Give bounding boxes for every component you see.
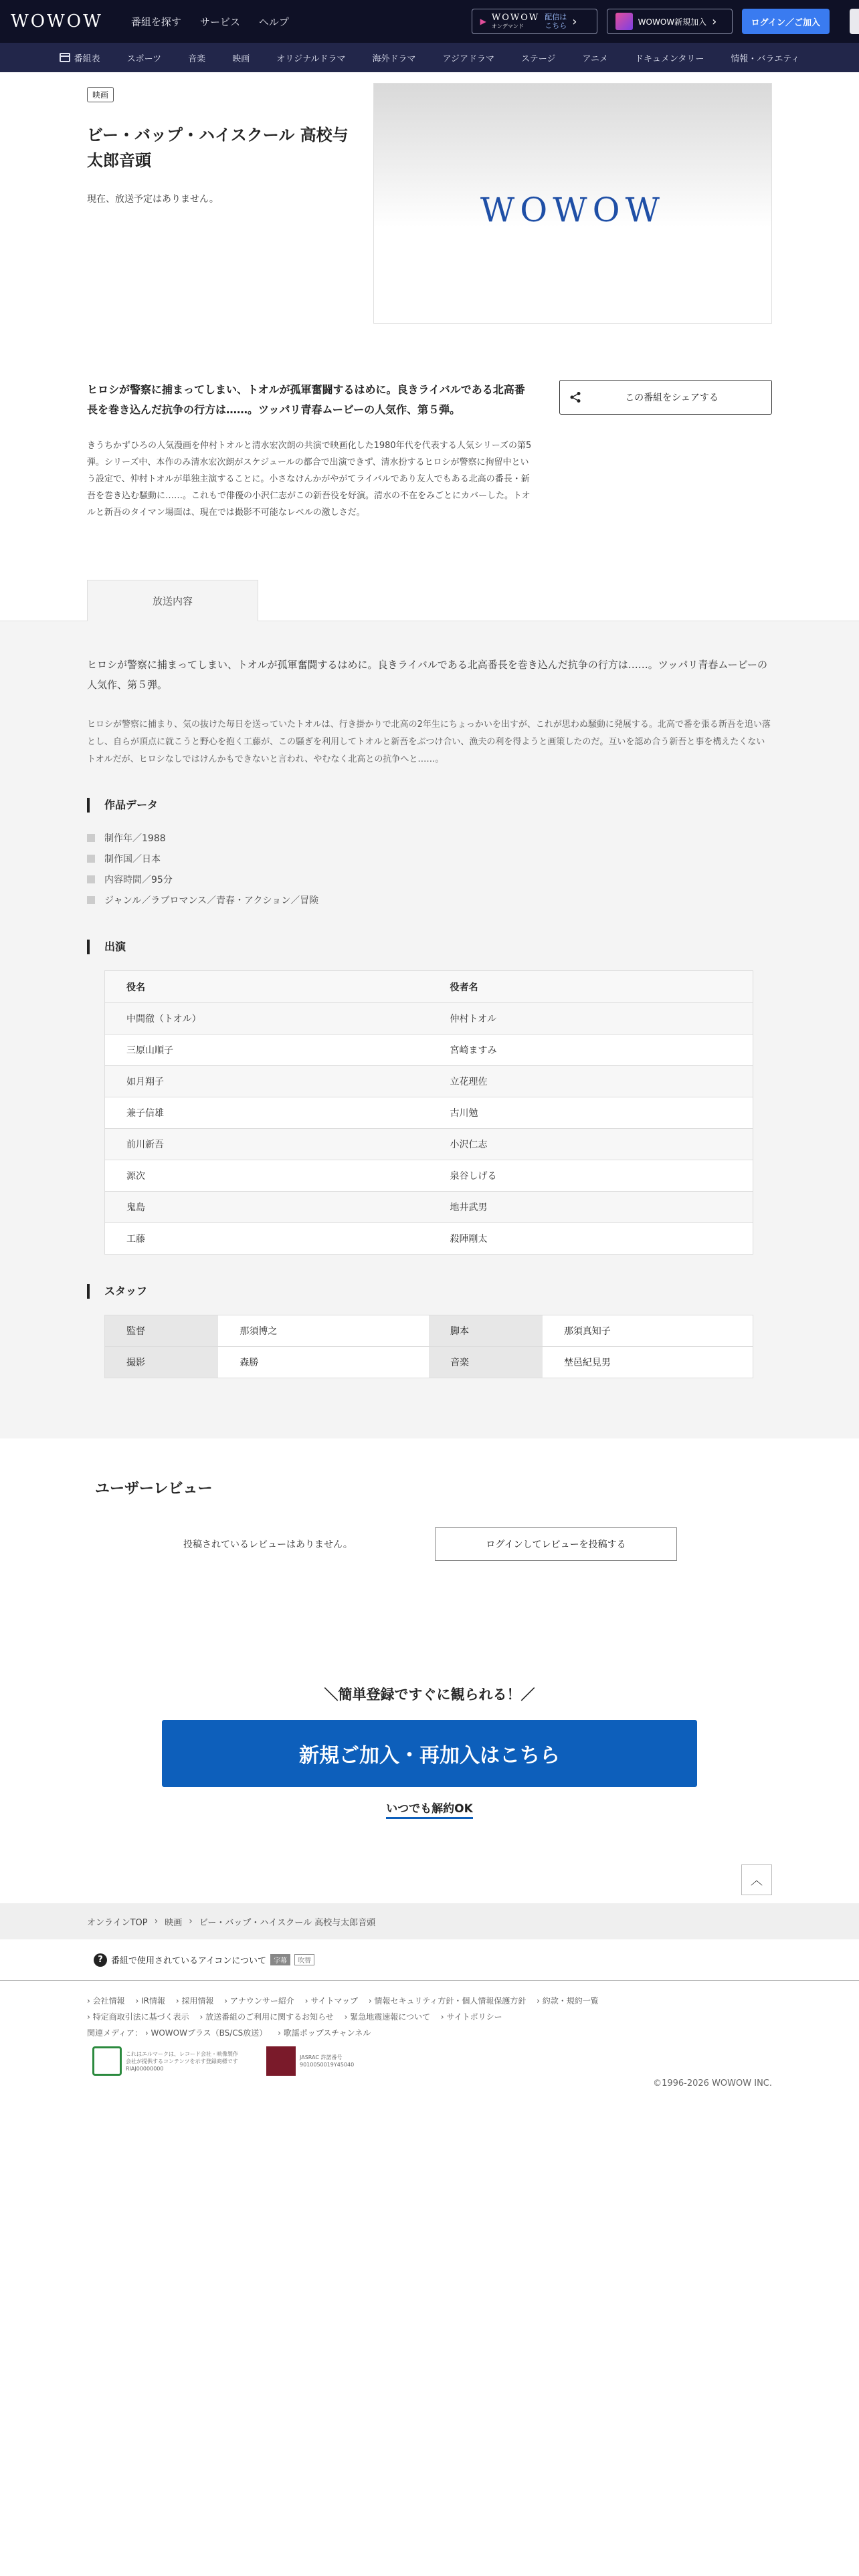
table-row [105,1160,753,1192]
cancel-anytime-link[interactable]: いつでも解約OK [386,1799,473,1819]
jasrac-icon [266,2046,296,2076]
site-header [0,0,859,43]
table-row [105,1315,753,1347]
l-mark-icon [92,2046,122,2076]
share-button[interactable] [559,380,772,415]
table-row [105,1129,753,1160]
staff-role: 撮影 [105,1347,219,1378]
nav-service[interactable]: サービス [199,15,240,28]
subscribe-button[interactable] [607,9,733,34]
cast-actor: 宮崎ますみ [429,1035,753,1066]
chevron-right-icon: › [712,14,717,29]
cast-role: 源次 [105,1160,429,1192]
genre-tab-original-drama[interactable]: オリジナルドラマ [276,53,346,64]
l-mark [92,2046,240,2076]
broadcast-content-panel [0,621,859,1438]
footer-link[interactable]: › IR情報 [135,1996,165,2006]
signup-cta [0,1684,859,1819]
nav-help[interactable]: ヘルプ [258,15,289,28]
review-empty-text: 投稿されているレビューはありません。 [183,1539,353,1550]
staff-name: 那須博之 [218,1315,429,1347]
subscribe-icon [615,13,633,30]
work-data-heading: 作品データ [87,798,772,813]
footer-link[interactable]: › 会社情報 [87,1996,125,2006]
chevron-right-icon: › [189,1916,193,1927]
staff-role: 脚本 [429,1315,543,1347]
footer-link[interactable]: › 特定商取引法に基づく表示 [87,2012,189,2022]
staff-table [104,1315,753,1378]
genre-label: 番組表 [74,53,100,64]
chevron-right-icon: › [572,14,577,29]
synopsis-lead: ヒロシが警察に捕まってしまい、トオルが孤軍奮闘するはめに。良きライバルである北高番長を巻き込んだ抗争の行方は……。ツッパリ青春ムービーの人気作、第５弾。 [87,659,768,691]
footer-links [0,1981,859,2041]
calendar-icon [60,53,70,62]
cast-actor: 泉谷しげる [429,1160,753,1192]
subtitle-tag: 字幕 [270,1954,290,1965]
table-row [105,1003,753,1035]
staff-role: 音楽 [429,1347,543,1378]
icon-guide-text: 番組で使用されているアイコンについて [111,1956,267,1966]
l-mark-text: これはエルマークは、レコード会社・映像製作会社が提供するコンテンツを示す登録商標です RIAJ00000000 [126,2050,238,2072]
subscribe-label: WOWOW新規加入 [638,17,707,27]
breadcrumb-top[interactable]: オンラインTOP [87,1917,148,1928]
share-icon [569,391,581,403]
footer-link[interactable]: › WOWOWプラス（BS/CS放送） [145,2028,267,2038]
chevron-up-icon: ︿ [751,1874,763,1888]
footer-logos [92,2046,859,2076]
share-label: この番組をシェアする [625,393,719,403]
cast-actor: 地井武男 [429,1192,753,1223]
ondemand-sub: オンデマンド [491,23,524,29]
jasrac-text: JASRAC 許諾番号 9010050019Y45040 [300,2054,355,2068]
genre-badge: 映画 [87,87,114,102]
genre-tab-asia-drama[interactable]: アジアドラマ [442,53,495,64]
cast-actor: 古川勉 [429,1097,753,1129]
footer-link[interactable]: › 歌謡ポップスチャンネル [278,2028,371,2038]
cast-role: 鬼島 [105,1192,429,1223]
lead-title: ヒロシが警察に捕まってしまい、トオルが孤軍奮闘するはめに。良きライバルである北高番長を巻き込んだ抗争の行方は……。ツッパリ青春ムービーの人気作、第５弾。 [87,383,525,416]
list-item: 制作国／日本 [87,848,772,869]
header-nav [131,15,289,29]
back-to-top-button[interactable] [741,1864,772,1895]
cast-heading: 出演 [87,940,772,954]
review-title: ユーザーレビュー [95,1481,213,1497]
footer-link[interactable]: › 放送番組のご利用に関するお知らせ [199,2012,333,2022]
cast-role: 前川新吾 [105,1129,429,1160]
ondemand-brand: WOWOW [491,13,540,23]
content-tabs [0,578,859,621]
chevron-right-icon: › [154,1916,159,1927]
cast-table [104,970,753,1255]
wowow-logo[interactable]: WOWOW [11,11,103,31]
footer-link[interactable]: › アナウンサー紹介 [224,1996,294,2006]
breadcrumb [0,1903,859,1939]
dub-tag: 吹替 [294,1954,314,1965]
footer-link[interactable]: › サイトマップ [305,1996,358,2006]
schedule-note: 現在、放送予定はありません。 [87,194,219,205]
program-thumbnail [373,83,772,324]
staff-name: 那須真知子 [543,1315,753,1347]
cast-actor: 小沢仁志 [429,1129,753,1160]
work-data-list [87,827,772,910]
cast-col-role: 役名 [105,971,429,1003]
table-row [105,1097,753,1129]
table-row [105,1347,753,1378]
genre-tab-music[interactable]: 音楽 [188,53,206,64]
play-icon: ▶ [480,17,486,26]
genre-tab-variety[interactable]: 情報・バラエティ [731,53,800,64]
staff-role: 監督 [105,1315,219,1347]
genre-tab-stage[interactable]: ステージ [521,53,556,64]
table-row [105,1066,753,1097]
footer-link[interactable]: › 情報セキュリティ方針・個人情報保護方針 [369,1996,526,2006]
page-title: ビー・バップ・ハイスクール 高校与太郎音頭 [87,126,349,170]
staff-heading: スタッフ [87,1284,772,1299]
cast-role: 中間徹（トオル） [105,1003,429,1035]
cast-role: 兼子信雄 [105,1097,429,1129]
icon-guide-link[interactable] [0,1939,859,1981]
cast-actor: 殺陣剛太 [429,1223,753,1255]
list-item: 内容時間／95分 [87,869,772,889]
review-section [0,1438,859,1561]
footer-link[interactable]: › 採用情報 [176,1996,214,2006]
table-row [105,1223,753,1255]
breadcrumb-current: ビー・バップ・ハイスクール 高校与太郎音頭 [199,1917,376,1928]
synopsis-body: ヒロシが警察に捕まり、気の抜けた毎日を送っていたトオルは、行き掛かりで北高の2年生にちょっかいを出すが、これが思わぬ騒動に発展する。北高で番を張る新吾を追い落とし、自らが頂点に就こうと野心を抱く工藤が、この騒ぎを利用してトオルと新吾をぶつけ合い、漁夫の利を得ようと画策したのだ。互いを認め合う新吾と事を構えたくないトオルだが、ヒロシなしではけんかもできないと言われ、やむなく北高との抗争へと……。 [87,720,771,764]
login-button[interactable]: ログイン／ご加入 [742,9,830,34]
breadcrumb-movie[interactable]: 映画 [165,1917,183,1928]
staff-name: 森勝 [218,1347,429,1378]
cast-role: 三原山順子 [105,1035,429,1066]
table-row [105,1035,753,1066]
cast-actor: 立花理佐 [429,1066,753,1097]
cast-col-actor: 役者名 [429,971,753,1003]
related-media-label: 関連メディア： [87,2028,143,2038]
tab-broadcast-content[interactable]: 放送内容 [87,580,258,621]
genre-tab-anime[interactable]: アニメ [582,53,608,64]
cast-role: 工藤 [105,1223,429,1255]
genre-tab-schedule[interactable] [46,51,114,64]
genre-tab-documentary[interactable]: ドキュメンタリー [634,53,704,64]
table-row [105,1192,753,1223]
question-icon: ? [94,1953,107,1967]
copyright: ©1996-2026 WOWOW INC. [653,2078,772,2088]
cast-actor: 仲村トオル [429,1003,753,1035]
genre-tab-sports[interactable]: スポーツ [126,53,162,64]
thumbnail-logo: WOWOW [480,191,666,229]
ondemand-note: 配信は こちら [545,13,567,30]
signup-button[interactable]: 新規ご加入・再加入はこちら [162,1720,697,1787]
genre-nav [0,43,859,72]
staff-name: 埜邑紀見男 [543,1347,753,1378]
lead-body: きうちかずひろの人気漫画を仲村トオルと清水宏次朗の共演で映画化した1980年代を代表する人気シリーズの第5弾。シリーズ中、本作のみ清水宏次朗がスケジュールの都合で出演できず、清水扮するヒロシが警察に拘留中という設定で、仲村トオルが単独主演することに。小さなけんかがやがてライバルであり友人でもある北高の番長・新吾を巻き込む騒動に……。これもで俳優の小沢仁志がこの新吾役を好演。清水の不在をみごとにカバーした。トオルと新吾のタイマン場面は、現在では撮影不可能なレベルの激しさだ。 [87,441,532,518]
footer-link[interactable]: › 緊急地震速報について [345,2012,430,2022]
genre-tab-movie[interactable]: 映画 [232,53,250,64]
list-item: 制作年／1988 [87,827,772,848]
search-button[interactable] [850,9,859,34]
cast-role: 如月翔子 [105,1066,429,1097]
footer-link[interactable]: › 約款・規約一覧 [537,1996,599,2006]
genre-tab-foreign-drama[interactable]: 海外ドラマ [372,53,416,64]
footer-link[interactable]: › サイトポリシー [441,2012,502,2022]
post-review-button[interactable]: ログインしてレビューを投稿する [435,1527,677,1561]
cta-headline: ＼簡単登録ですぐに観られる！／ [324,1687,535,1703]
nav-search-programs[interactable]: 番組を探す [130,15,181,28]
list-item: ジャンル／ラブロマンス／青春・アクション／冒険 [87,889,772,910]
jasrac-mark [266,2046,373,2076]
ondemand-button[interactable] [472,9,597,34]
